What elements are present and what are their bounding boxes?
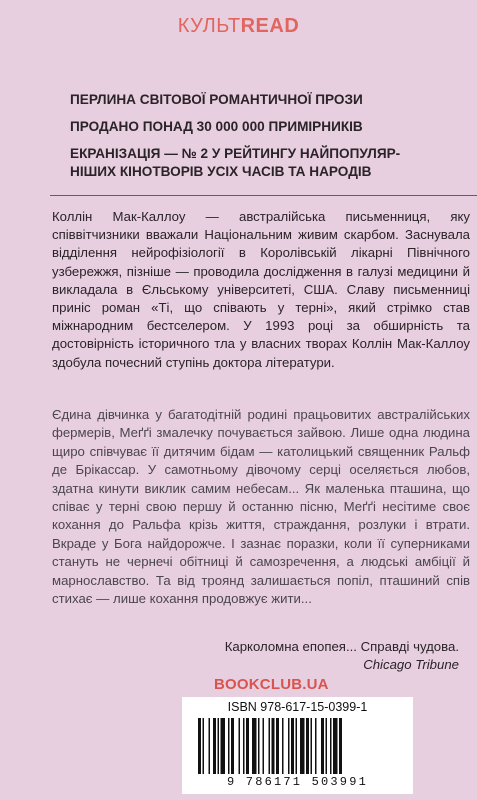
headline-3-cont: НІШИХ КІНОТВОРІВ УСІХ ЧАСІВ ТА НАРОДІВ (70, 164, 372, 179)
author-bio: Коллін Мак-Каллоу — австралійська письменниця, яку співвітчизники вважали Національним живим скарбом. Заснувала відділення нейрофізіології в Королівській лікарні Північного узбережжя, пізніше — проводила дослідження в галузі медицини й викладала в Єльському університеті, США. Славу письменниці приніс роман «Ті, що співають у терні», який стрімко став міжнародним бестселером. У 1993 році за обширність та достовірність історичного тла у власних творах Коллін Мак-Каллоу здобула почесний ступінь доктора літератури. (52, 209, 470, 370)
barcode-panel (182, 697, 413, 794)
headline-2: ПРОДАНО ПОНАД 30 000 000 ПРИМІРНИКІВ (70, 119, 363, 134)
logo-part-1: КУЛЬТ (177, 15, 241, 37)
publisher-logo (0, 15, 477, 38)
headline-3: ЕКРАНІЗАЦІЯ — № 2 У РЕЙТИНГУ НАЙПОПУЛЯР- НІШИХ КІНОТВОРІВ УСІХ ЧАСІВ ТА НАРОДІВ (70, 146, 401, 179)
quote-text: Карколомна епопея... Справді чудова. (224, 639, 459, 654)
headlines (70, 91, 470, 181)
headline-1: ПЕРЛИНА СВІТОВОЇ РОМАНТИЧНОЇ ПРОЗИ (70, 92, 363, 107)
site-url[interactable]: BOOKCLUB.UA (214, 676, 329, 693)
review-quote (39, 638, 459, 674)
isbn-label: ISBN 978-617-15-0399-1 (227, 700, 368, 714)
book-blurb: Єдина дівчинка у багатодітній родині працьовитих австралійських фермерів, Меґґі змалечку почувається зайвою. Лише одна людина щиро співчуває її дитячим бідам — католицький священник Ральф де Брікассар. У самотньому дівочому серці оселяється любов, здатна кинути виклик самим небесам... Як маленька пташина, що співає у терні свою першу й останню пісню, Меґґі несітиме своє кохання до Ральфа крізь життя, страждання, розлуки і втрати. Вкраде у Бога найдорожче. І зазнає поразки, коли її суперниками стануть не чернечі обітниці й самозречення, а людські амбіції й марнославство. Та від троянд залишається попіл, пташиний спів стихає — лише кохання продовжує жити... (52, 407, 470, 607)
barcode-icon (198, 718, 398, 774)
quote-source: Chicago Tribune (363, 657, 459, 672)
divider (50, 195, 477, 196)
logo-part-2: READ (240, 15, 300, 37)
barcode-digits: 9 786171 503991 (226, 775, 369, 789)
